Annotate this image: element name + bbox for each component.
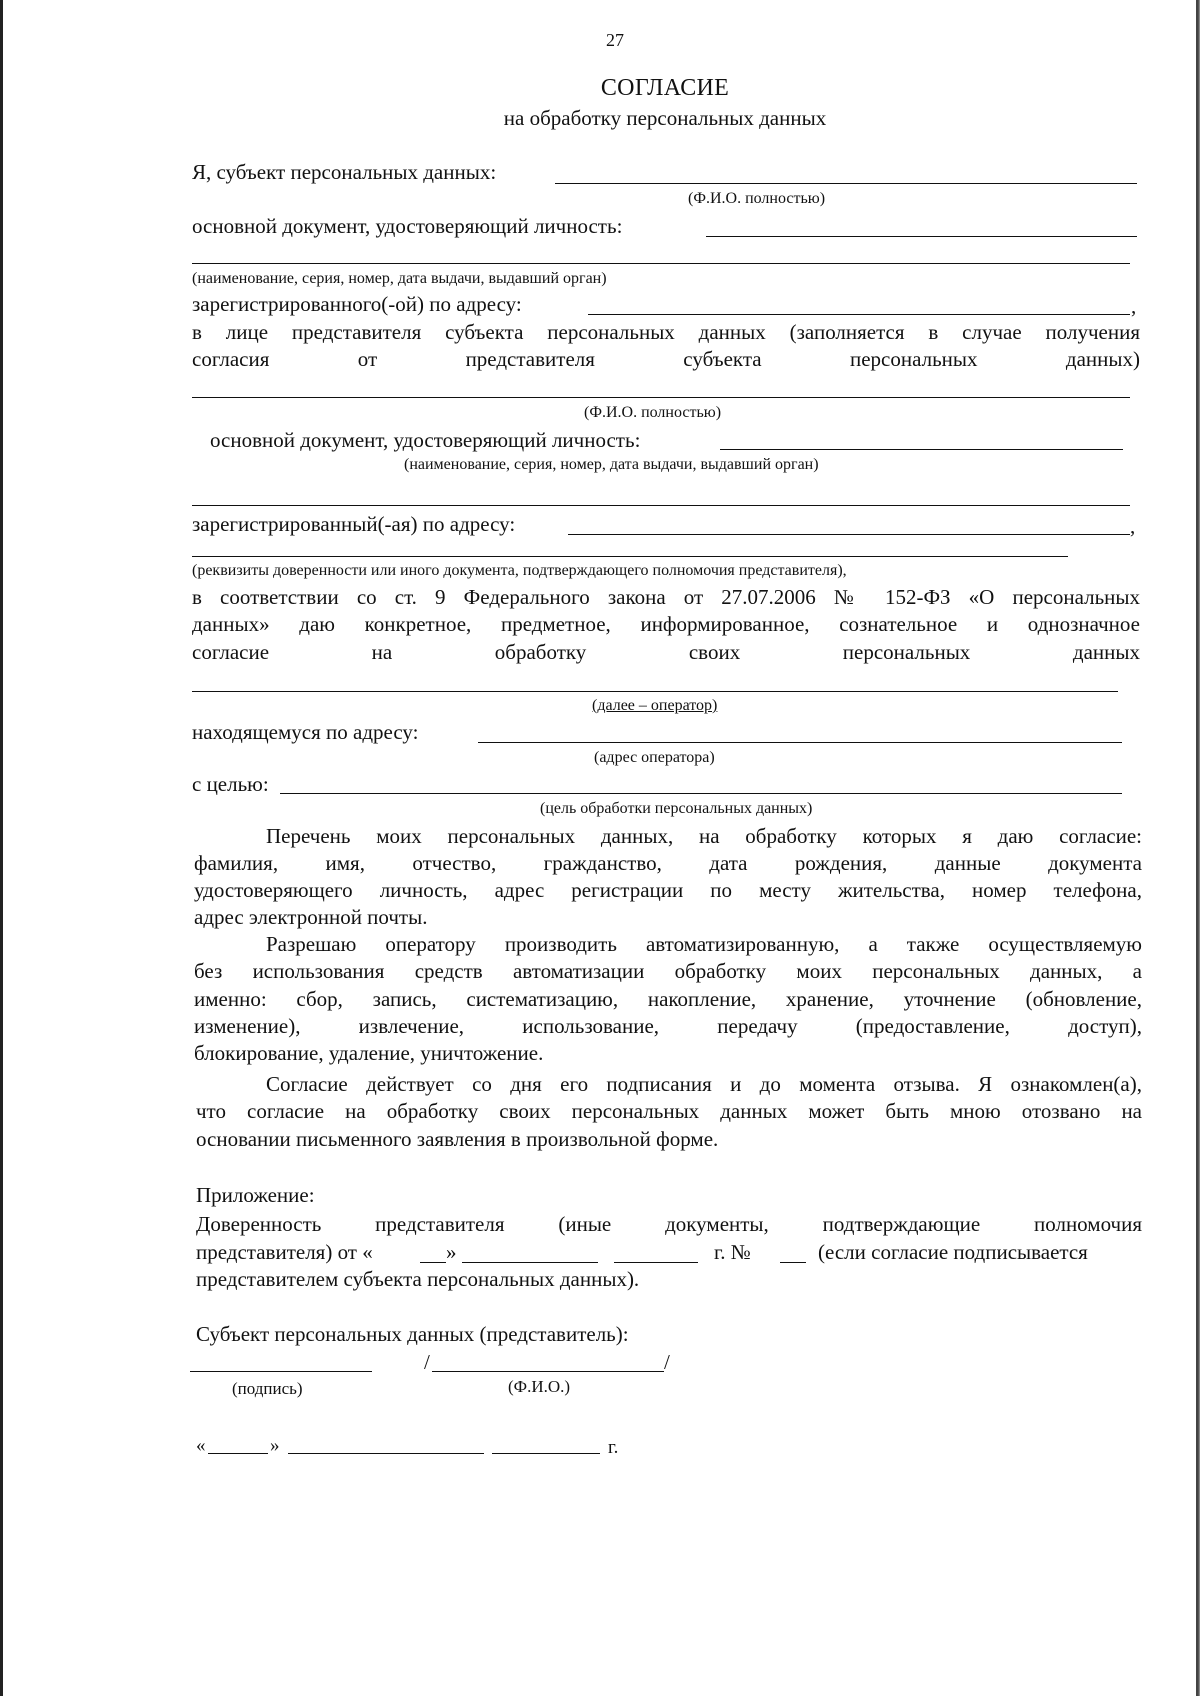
signature-fio-field[interactable]	[432, 1371, 664, 1372]
representative-address-field[interactable]	[568, 534, 1130, 535]
signature-slash-open: /	[424, 1350, 430, 1374]
representative-powers-field[interactable]	[192, 556, 1068, 557]
paragraph-1-line-4: адрес электронной почты.	[194, 905, 428, 929]
date-quote-open: «	[196, 1435, 206, 1456]
paragraph-2-line-1: Разрешаю оператору производить автоматизированную, а также осуществляемую	[266, 932, 1142, 956]
paragraph-1-line-2: фамилия, имя, отчество, гражданство, дата рождения, данные документа	[194, 851, 1142, 875]
paragraph-2-line-2: без использования средств автоматизации обработку моих персональных данных, а	[194, 959, 1142, 983]
subject-doc-field[interactable]	[706, 236, 1137, 237]
paragraph-2-line-4: изменение), извлечение, использование, передачу (предоставление, доступ),	[194, 1014, 1142, 1038]
paragraph-1-line-1: Перечень моих персональных данных, на обработку которых я даю согласие:	[266, 824, 1142, 848]
law-line-2: данных» даю конкретное, предметное, информированное, сознательное и однозначное	[192, 612, 1140, 636]
law-line-1: в соответствии со ст. 9 Федерального закона от 27.07.2006 № 152-ФЗ «О персональных	[192, 585, 1140, 609]
paragraph-3-line-3: основании письменного заявления в произвольной форме.	[196, 1127, 719, 1151]
representative-line-1: в лице представителя субъекта персональных данных (заполняется в случае получения	[192, 320, 1140, 344]
paragraph-2-line-3: именно: сбор, запись, систематизацию, накопление, хранение, уточнение (обновление,	[194, 987, 1142, 1011]
signature-fio-hint: (Ф.И.О.)	[508, 1377, 571, 1396]
appendix-line-2-start: представителя) от «	[196, 1240, 373, 1264]
page-subtitle: на обработку персональных данных	[503, 106, 827, 130]
representative-doc-hint: (наименование, серия, номер, дата выдачи, выдавший орган)	[404, 456, 819, 473]
subject-address-comma: ,	[1131, 294, 1137, 318]
operator-address-field[interactable]	[478, 742, 1122, 743]
subject-address-field[interactable]	[588, 314, 1130, 315]
subject-doc-label: основной документ, удостоверяющий личность:	[192, 214, 623, 238]
appendix-line-2-end: (если согласие подписывается	[818, 1240, 1088, 1264]
subject-doc-hint: (наименование, серия, номер, дата выдачи, выдавший орган)	[192, 270, 607, 287]
representative-address-label: зарегистрированный(-ая) по адресу:	[192, 512, 516, 536]
date-day-field[interactable]	[208, 1453, 268, 1454]
paragraph-3-line-2: что согласие на обработку своих персональных данных может быть мною отозвано на	[196, 1099, 1142, 1123]
signature-label: Субъект персональных данных (представитель):	[196, 1322, 629, 1346]
subject-fio-field[interactable]	[555, 183, 1137, 184]
page-number: 27	[606, 30, 624, 50]
representative-fio-field[interactable]	[192, 397, 1130, 398]
page-title: СОГЛАСИЕ	[600, 75, 730, 101]
representative-doc-field[interactable]	[720, 449, 1123, 450]
date-year-field[interactable]	[492, 1453, 600, 1454]
purpose-label: с целью:	[192, 772, 269, 796]
signature-hint: (подпись)	[232, 1379, 303, 1398]
date-month-field[interactable]	[288, 1453, 484, 1454]
appendix-day-field[interactable]	[420, 1262, 446, 1263]
appendix-year-field[interactable]	[614, 1262, 698, 1263]
subject-doc-field-2[interactable]	[192, 263, 1130, 264]
appendix-line-3: представителем субъекта персональных данных).	[196, 1267, 640, 1291]
appendix-number-field[interactable]	[780, 1262, 806, 1263]
page-edge-right	[1196, 0, 1198, 1696]
law-line-3: согласие на обработку своих персональных данных	[192, 640, 1140, 664]
operator-address-label: находящемуся по адресу:	[192, 720, 419, 744]
purpose-field[interactable]	[280, 793, 1122, 794]
representative-address-comma: ,	[1130, 514, 1136, 538]
representative-line-2: согласия от представителя субъекта персональных данных)	[192, 347, 1140, 371]
representative-doc-field-2[interactable]	[192, 505, 1130, 506]
representative-powers-hint: (реквизиты доверенности или иного документа, подтверждающего полномочия представителя),	[192, 562, 847, 579]
representative-doc-label: основной документ, удостоверяющий личность:	[210, 428, 641, 452]
operator-name-field[interactable]	[192, 691, 1118, 692]
paragraph-1-line-3: удостоверяющего личность, адрес регистрации по месту жительства, номер телефона,	[194, 878, 1142, 902]
appendix-line-1: Доверенность представителя (иные документы, подтверждающие полномочия	[196, 1212, 1142, 1236]
signature-slash-close: /	[664, 1350, 670, 1374]
date-quote-close: »	[270, 1435, 280, 1456]
subject-address-label: зарегистрированного(-ой) по адресу:	[192, 292, 522, 316]
date-year-suffix: г.	[608, 1437, 619, 1458]
appendix-label: Приложение:	[196, 1183, 315, 1207]
appendix-quote-close: »	[446, 1240, 457, 1264]
page-edge-left	[0, 0, 3, 1696]
representative-fio-hint: (Ф.И.О. полностью)	[584, 404, 722, 421]
signature-field[interactable]	[190, 1371, 372, 1372]
paragraph-3-line-1: Согласие действует со дня его подписания и до момента отзыва. Я ознакомлен(а),	[266, 1072, 1142, 1096]
operator-address-hint: (адрес оператора)	[594, 749, 715, 766]
subject-label: Я, субъект персональных данных:	[192, 160, 497, 184]
purpose-hint: (цель обработки персональных данных)	[540, 800, 813, 817]
subject-fio-hint: (Ф.И.О. полностью)	[688, 190, 826, 207]
appendix-month-field[interactable]	[462, 1262, 598, 1263]
operator-hint: (далее – оператор)	[592, 697, 718, 714]
paragraph-2-line-5: блокирование, удаление, уничтожение.	[194, 1041, 544, 1065]
appendix-number-label: г. №	[714, 1240, 751, 1264]
